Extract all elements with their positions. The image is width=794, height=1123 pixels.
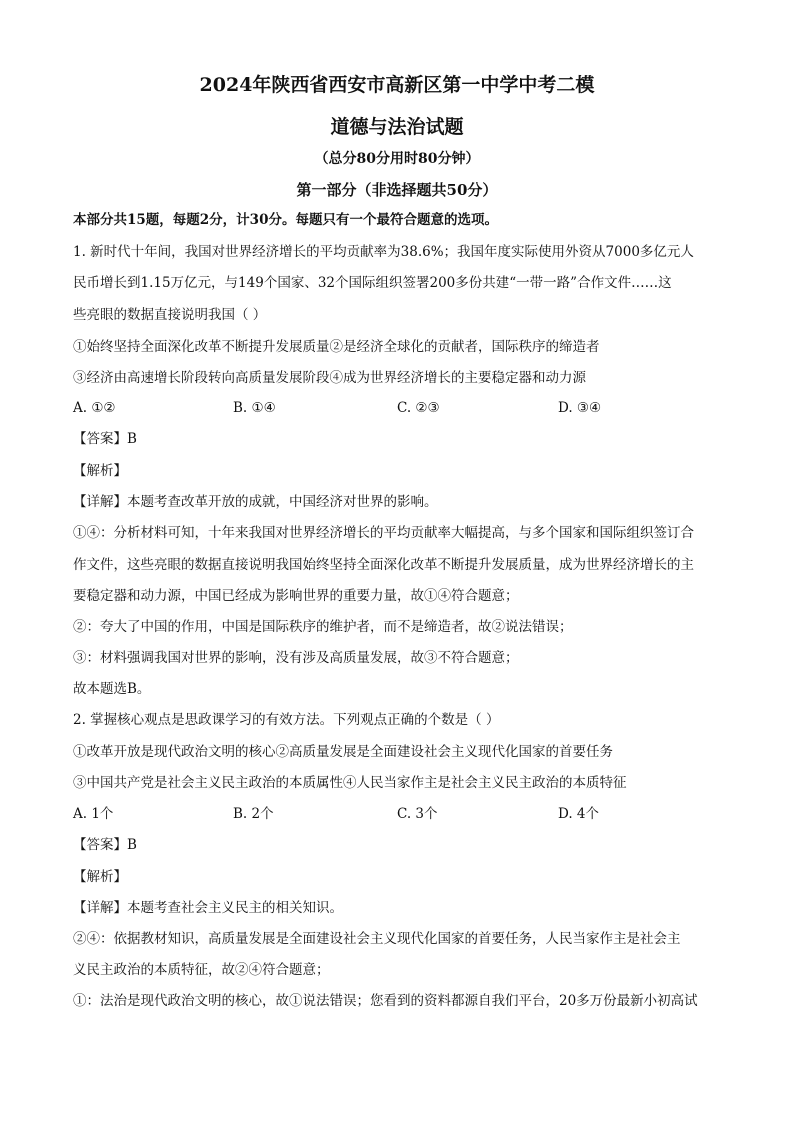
q1-option-d: D. ③④: [558, 400, 602, 416]
q1-statement-2: ③经济由高速增长阶段转向高质量发展阶段④成为世界经济增长的主要稳定器和动力源: [73, 370, 586, 386]
q1-explanation-3: ③：材料强调我国对世界的影响，没有涉及高质量发展，故③不符合题意；: [73, 650, 519, 666]
q1-stem-line-1: 1. 新时代十年间，我国对世界经济增长的平均贡献率为38.6%；我国年度实际使用外资从7000多亿元人: [73, 244, 694, 260]
q2-option-c: C. 3个: [397, 806, 438, 822]
q1-explanation-2: ②：夸大了中国的作用，中国是国际秩序的维护者，而不是缔造者，故②说法错误；: [73, 619, 573, 635]
q1-option-a: A. ①②: [73, 400, 116, 416]
q1-explanation-1b: 作文件，这些亮眼的数据直接说明我国始终坚持全面深化改革不断提升发展质量，成为世界经济增长的主: [73, 557, 694, 573]
q2-explanation-1a: ②④：依据教材知识，高质量发展是全面建设社会主义现代化国家的首要任务，人民当家作主是社会主: [73, 931, 681, 947]
q2-option-b: B. 2个: [233, 806, 274, 822]
q2-statement-2: ③中国共产党是社会主义民主政治的本质属性④人民当家作主是社会主义民主政治的本质特征: [73, 775, 627, 791]
q1-option-b: B. ①④: [233, 400, 276, 416]
q2-explanation-1b: 义民主政治的本质特征，故②④符合题意；: [73, 962, 330, 978]
q1-analysis-tag: 【解析】: [73, 463, 127, 479]
q1-answer: 【答案】B: [73, 431, 137, 447]
exam-title: 2024年陕西省西安市高新区第一中学中考二模: [199, 74, 595, 96]
section-instruction: 本部分共15题，每题2分，计30分。每题只有一个最符合题意的选项。: [73, 212, 498, 228]
q2-explanation-2: ①：法治是现代政治文明的核心，故①说法错误；您看到的资料都源自我们平台，20多万份最新小初高试: [73, 993, 698, 1009]
q1-stem-line-3: 些亮眼的数据直接说明我国（ ）: [73, 307, 267, 323]
q2-analysis-tag: 【解析】: [73, 869, 127, 885]
q2-option-a: A. 1个: [73, 806, 114, 822]
q2-answer: 【答案】B: [73, 837, 137, 853]
q1-detail: 【详解】本题考查改革开放的成就，中国经济对世界的影响。: [73, 494, 438, 510]
q1-option-c: C. ②③: [397, 400, 440, 416]
part-heading: 第一部分（非选择题共50分）: [296, 181, 498, 199]
q1-stem-line-2: 民币增长到1.15万亿元，与149个国家、32个国际组织签署200多份共建“一带一路”合作文件……这: [73, 275, 672, 291]
q1-conclusion: 故本题选B。: [73, 681, 151, 697]
q1-statement-1: ①始终坚持全面深化改革不断提升发展质量②是经济全球化的贡献者，国际秩序的缔造者: [73, 339, 600, 355]
q2-detail: 【详解】本题考查社会主义民主的相关知识。: [73, 900, 343, 916]
q2-statement-1: ①改革开放是现代政治文明的核心②高质量发展是全面建设社会主义现代化国家的首要任务: [73, 744, 613, 760]
q2-option-d: D. 4个: [558, 806, 600, 822]
q2-stem-line-1: 2. 掌握核心观点是思政课学习的有效方法。下列观点正确的个数是（ ）: [73, 712, 500, 728]
exam-subject: 道德与法治试题: [330, 116, 464, 138]
q1-explanation-1a: ①④：分析材料可知，十年来我国对世界经济增长的平均贡献率大幅提高，与多个国家和国际组织签订合: [73, 525, 694, 541]
q1-explanation-1c: 要稳定器和动力源，中国已经成为影响世界的重要力量，故①④符合题意；: [73, 588, 519, 604]
score-info: （总分80分用时80分钟）: [314, 151, 480, 167]
